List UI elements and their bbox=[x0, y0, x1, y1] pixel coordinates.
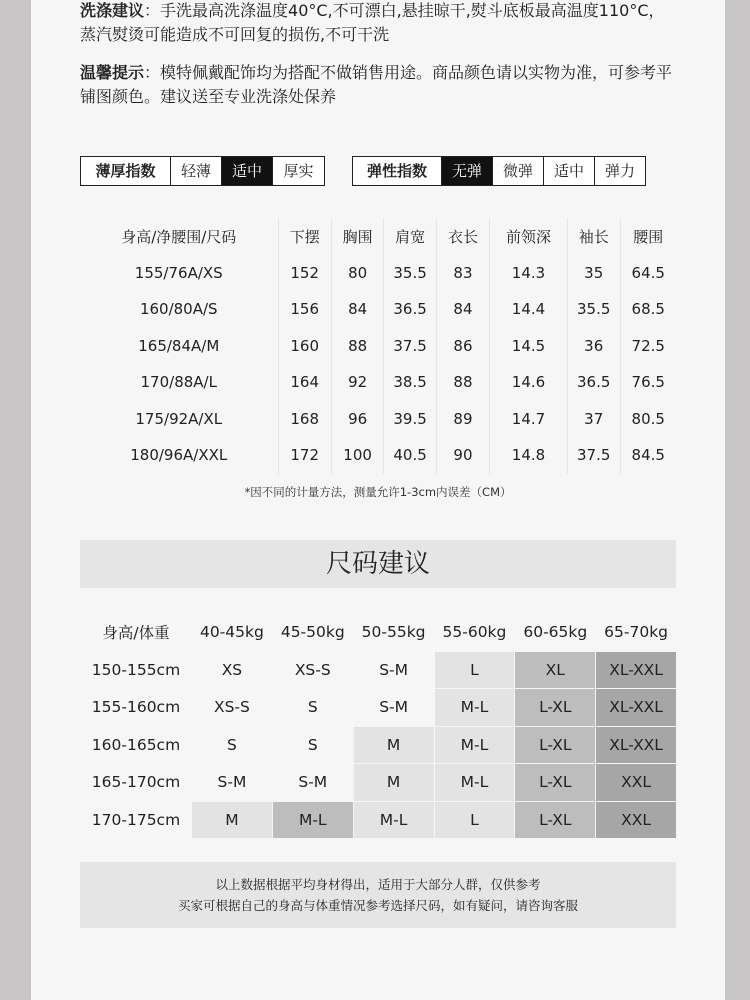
recommended-size-cell: M bbox=[353, 764, 434, 802]
thickness-option-thick: 厚实 bbox=[273, 156, 325, 186]
size-chart-cell: 39.5 bbox=[384, 401, 437, 438]
size-chart-cell: 36 bbox=[567, 328, 620, 365]
weight-header: 50-55kg bbox=[353, 614, 434, 651]
size-chart-cell: 38.5 bbox=[384, 364, 437, 401]
elasticity-option-slight: 微弹 bbox=[493, 156, 544, 186]
recommended-size-cell: M bbox=[353, 726, 434, 764]
height-range-label: 165-170cm bbox=[81, 764, 192, 802]
recommended-size-cell: S bbox=[272, 726, 353, 764]
size-chart-cell: 100 bbox=[331, 437, 383, 474]
size-chart-header: 胸围 bbox=[331, 218, 383, 255]
size-chart-cell: 37.5 bbox=[384, 328, 437, 365]
height-range-label: 170-175cm bbox=[81, 801, 192, 839]
size-chart-cell: 35 bbox=[567, 255, 620, 292]
size-chart-cell: 80 bbox=[331, 255, 383, 292]
size-chart-cell: 37 bbox=[567, 401, 620, 438]
recommended-size-cell: S-M bbox=[353, 651, 434, 689]
recommendation-row bbox=[81, 651, 677, 689]
recommended-size-cell: S bbox=[272, 689, 353, 727]
size-chart-header-row bbox=[80, 218, 676, 255]
recommended-size-cell: L-XL bbox=[515, 801, 596, 839]
size-chart-cell: 14.4 bbox=[490, 291, 568, 328]
height-range-label: 150-155cm bbox=[81, 651, 192, 689]
recommended-size-cell: S-M bbox=[353, 689, 434, 727]
warm-tips bbox=[80, 61, 680, 109]
size-chart-cell: 86 bbox=[436, 328, 489, 365]
recommended-size-cell: S bbox=[192, 726, 273, 764]
size-chart-cell: 160/80A/S bbox=[139, 300, 218, 319]
weight-header: 55-60kg bbox=[434, 614, 515, 651]
size-chart-table bbox=[80, 218, 676, 474]
recommended-size-cell: L-XL bbox=[515, 764, 596, 802]
recommended-size-cell: M-L bbox=[272, 801, 353, 839]
thickness-option-medium: 适中 bbox=[222, 156, 273, 186]
recommended-size-cell: L-XL bbox=[515, 726, 596, 764]
recommended-size-cell: XL-XXL bbox=[596, 689, 676, 727]
recommended-size-cell: XXL bbox=[596, 764, 676, 802]
size-chart-cell: 156 bbox=[278, 291, 331, 328]
disclaimer-line: 以上数据根据平均身材得出，适用于大部分人群，仅供参考 bbox=[215, 877, 541, 892]
thickness-index-label: 薄厚指数 bbox=[80, 156, 171, 186]
size-chart-cell: 36.5 bbox=[384, 291, 437, 328]
weight-header: 60-65kg bbox=[515, 614, 596, 651]
product-detail-page bbox=[31, 0, 725, 1000]
recommendation-row bbox=[81, 801, 677, 839]
size-chart-cell: 160 bbox=[278, 328, 331, 365]
size-chart-cell: 175/92A/XL bbox=[135, 409, 223, 428]
disclaimer-box bbox=[80, 862, 676, 928]
recommended-size-cell: M-L bbox=[434, 726, 515, 764]
recommendation-corner-header: 身高/体重 bbox=[81, 614, 192, 651]
elasticity-option-stretch: 弹力 bbox=[595, 156, 646, 186]
size-chart-cell: 84 bbox=[436, 291, 489, 328]
recommended-size-cell: XL bbox=[515, 651, 596, 689]
size-chart-header: 肩宽 bbox=[384, 218, 437, 255]
size-chart-row bbox=[80, 291, 676, 328]
elasticity-index bbox=[352, 156, 646, 186]
size-chart-cell: 84.5 bbox=[620, 437, 676, 474]
thickness-index bbox=[80, 156, 325, 186]
size-chart-header: 腰围 bbox=[620, 218, 676, 255]
size-chart-cell: 72.5 bbox=[620, 328, 676, 365]
size-chart-cell: 180/96A/XXL bbox=[130, 446, 228, 465]
size-chart-cell: 172 bbox=[278, 437, 331, 474]
size-chart-cell: 152 bbox=[278, 255, 331, 292]
elasticity-index-label: 弹性指数 bbox=[352, 156, 442, 186]
size-chart-cell: 80.5 bbox=[620, 401, 676, 438]
size-chart-cell: 14.5 bbox=[490, 328, 568, 365]
thickness-option-light: 轻薄 bbox=[171, 156, 222, 186]
size-chart-row bbox=[80, 328, 676, 365]
size-chart-row bbox=[80, 437, 676, 474]
size-chart-cell: 84 bbox=[331, 291, 383, 328]
size-chart-header: 前领深 bbox=[490, 218, 568, 255]
size-chart-header: 下摆 bbox=[278, 218, 331, 255]
recommended-size-cell: XL-XXL bbox=[596, 726, 676, 764]
size-chart-cell: 64.5 bbox=[620, 255, 676, 292]
care-label: 洗涤建议 bbox=[80, 1, 145, 20]
care-text: ：手洗最高洗涤温度40°C,不可漂白,悬挂晾干,熨斗底板最高温度110°C，蒸汽熨烫可能造成不可回复的损伤,不可干洗 bbox=[80, 1, 665, 44]
size-chart-cell: 83 bbox=[436, 255, 489, 292]
tips-text: ：模特佩戴配饰均为搭配不做销售用途。商品颜色请以实物为准，可参考平铺图颜色。建议送至专业洗涤处保养 bbox=[80, 63, 673, 106]
size-chart-cell: 155/76A/XS bbox=[134, 263, 223, 282]
size-chart-cell: 68.5 bbox=[620, 291, 676, 328]
size-chart-cell: 168 bbox=[278, 401, 331, 438]
size-chart-cell: 35.5 bbox=[567, 291, 620, 328]
size-chart-header: 袖长 bbox=[567, 218, 620, 255]
recommendation-row bbox=[81, 726, 677, 764]
size-chart-row bbox=[80, 255, 676, 292]
height-range-label: 160-165cm bbox=[81, 726, 192, 764]
size-chart-cell: 14.7 bbox=[490, 401, 568, 438]
recommended-size-cell: S-M bbox=[272, 764, 353, 802]
elasticity-option-medium: 适中 bbox=[544, 156, 595, 186]
size-chart-cell: 14.3 bbox=[490, 255, 568, 292]
measurement-note: *因不同的计量方法，测量允许1-3cm内误差（CM） bbox=[244, 485, 512, 499]
recommended-size-cell: S-M bbox=[192, 764, 273, 802]
size-chart-cell: 14.8 bbox=[490, 437, 568, 474]
weight-header: 40-45kg bbox=[192, 614, 273, 651]
size-chart-row bbox=[80, 364, 676, 401]
size-chart-cell: 40.5 bbox=[384, 437, 437, 474]
size-chart-cell: 92 bbox=[331, 364, 383, 401]
size-chart-cell: 35.5 bbox=[384, 255, 437, 292]
recommended-size-cell: M bbox=[192, 801, 273, 839]
weight-header: 45-50kg bbox=[272, 614, 353, 651]
recommendation-row bbox=[81, 764, 677, 802]
size-chart-cell: 89 bbox=[436, 401, 489, 438]
size-chart-cell: 165/84A/M bbox=[138, 336, 220, 355]
recommended-size-cell: L bbox=[434, 651, 515, 689]
size-chart-row bbox=[80, 401, 676, 438]
recommended-size-cell: XL-XXL bbox=[596, 651, 676, 689]
recommended-size-cell: XS-S bbox=[192, 689, 273, 727]
size-chart-cell: 96 bbox=[331, 401, 383, 438]
size-chart-cell: 14.6 bbox=[490, 364, 568, 401]
recommended-size-cell: XS-S bbox=[272, 651, 353, 689]
size-recommendation-table bbox=[80, 614, 676, 839]
size-chart-cell: 88 bbox=[436, 364, 489, 401]
size-chart-cell: 36.5 bbox=[567, 364, 620, 401]
disclaimer-line: 买家可根据自己的身高与体重情况参考选择尺码，如有疑问，请咨询客服 bbox=[177, 898, 578, 913]
size-chart-header: 衣长 bbox=[436, 218, 489, 255]
recommended-size-cell: XXL bbox=[596, 801, 676, 839]
recommended-size-cell: M-L bbox=[353, 801, 434, 839]
size-chart-cell: 37.5 bbox=[567, 437, 620, 474]
recommended-size-cell: M-L bbox=[434, 764, 515, 802]
recommended-size-cell: L-XL bbox=[515, 689, 596, 727]
recommendation-row bbox=[81, 689, 677, 727]
weight-header: 65-70kg bbox=[596, 614, 676, 651]
size-chart-cell: 88 bbox=[331, 328, 383, 365]
elasticity-option-none: 无弹 bbox=[442, 156, 493, 186]
recommended-size-cell: M-L bbox=[434, 689, 515, 727]
size-chart-cell: 90 bbox=[436, 437, 489, 474]
height-range-label: 155-160cm bbox=[81, 689, 192, 727]
size-chart-cell: 76.5 bbox=[620, 364, 676, 401]
size-recommendation-title: 尺码建议 bbox=[80, 540, 676, 588]
size-chart-cell: 164 bbox=[278, 364, 331, 401]
tips-label: 温馨提示 bbox=[80, 63, 145, 82]
recommendation-header-row bbox=[81, 614, 677, 651]
size-chart-header: 身高/净腰围/尺码 bbox=[121, 227, 237, 246]
size-chart-cell: 170/88A/L bbox=[140, 373, 217, 392]
recommended-size-cell: L bbox=[434, 801, 515, 839]
recommended-size-cell: XS bbox=[192, 651, 273, 689]
care-instructions bbox=[80, 0, 680, 47]
